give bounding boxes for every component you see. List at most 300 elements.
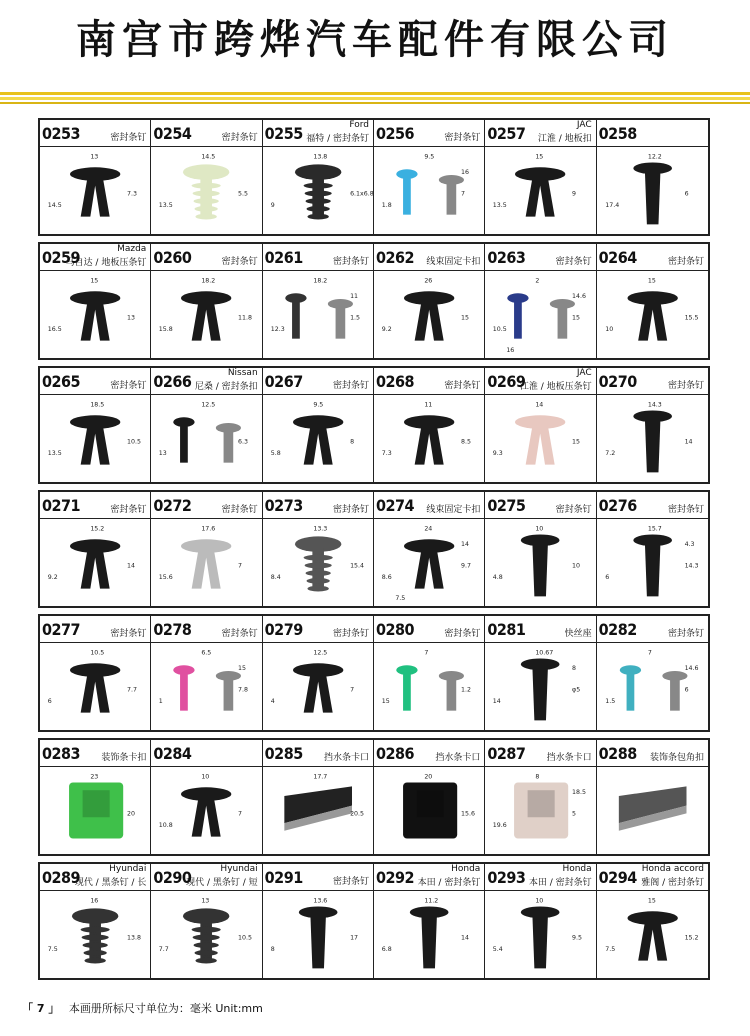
product-cell[interactable] (485, 864, 596, 978)
product-header (374, 864, 484, 891)
dimension-label: 9.5 (424, 153, 435, 161)
product-brand: Honda (451, 864, 481, 874)
product-cell[interactable] (263, 120, 374, 234)
dimension-label: 7.7 (127, 686, 138, 694)
product-cell[interactable] (40, 740, 151, 854)
product-image (40, 643, 150, 730)
product-cell[interactable] (151, 120, 262, 234)
product-header (151, 244, 261, 271)
product-cell[interactable] (40, 244, 151, 358)
dimension-label: 15.8 (159, 325, 174, 333)
product-image (151, 643, 261, 730)
product-code: 0273 (264, 496, 303, 515)
dimension-label: 18.2 (312, 277, 327, 285)
product-label: 线束固定卡扣 (426, 257, 481, 267)
product-cell[interactable] (263, 616, 374, 730)
dimension-label: 13.5 (47, 449, 62, 457)
product-image (597, 147, 708, 234)
product-cell[interactable] (151, 244, 262, 358)
product-label: 密封条钉 (110, 629, 147, 639)
catalog-row (38, 862, 710, 980)
product-code: 0287 (487, 744, 526, 763)
product-cell[interactable] (597, 864, 708, 978)
product-label: 装饰条卡扣 (101, 753, 147, 763)
dimension-label: 11.8 (238, 314, 253, 322)
product-header (374, 120, 484, 147)
product-label: 密封条钉 (667, 629, 704, 639)
dimension-label: 6 (684, 190, 689, 198)
dimension-label: 14.3 (684, 562, 699, 570)
dimension-label: 14.3 (647, 401, 662, 409)
product-image (597, 891, 708, 978)
product-cell[interactable] (40, 120, 151, 234)
dimension-label: 1.5 (604, 697, 615, 705)
product-label: 密封条钉 (221, 257, 258, 267)
product-image (597, 643, 708, 730)
dimension-label: 14.6 (684, 665, 699, 673)
product-image (374, 271, 484, 358)
product-cell[interactable] (374, 740, 485, 854)
product-code: 0293 (487, 868, 526, 887)
dimension-label: 5 (572, 810, 577, 818)
product-code: 0256 (376, 124, 415, 143)
product-label: 密封条钉 (221, 505, 258, 515)
product-code: 0272 (153, 496, 192, 515)
product-header (40, 492, 150, 519)
product-header (597, 616, 708, 643)
product-cell[interactable] (374, 244, 485, 358)
product-header (40, 864, 150, 891)
dimension-label: 20 (127, 810, 136, 818)
dimension-label: 7.5 (604, 945, 615, 953)
product-image (485, 395, 595, 482)
product-code: 0289 (42, 868, 81, 887)
dimension-label: φ5 (572, 686, 581, 694)
product-cell[interactable] (263, 368, 374, 482)
product-code: 0265 (42, 372, 81, 391)
product-code: 0285 (264, 744, 303, 763)
dimension-label: 13.5 (159, 201, 174, 209)
dimension-label: 14 (127, 562, 136, 570)
dimension-label: 9.2 (47, 573, 58, 581)
dimension-label: 8 (535, 773, 540, 781)
product-image (151, 147, 261, 234)
product-label: 密封条钉 (555, 505, 592, 515)
company-title: 南宫市跨烨汽车配件有限公司 (76, 16, 674, 63)
product-cell[interactable] (485, 492, 596, 606)
dimension-label: 5.5 (238, 190, 249, 198)
product-image (597, 271, 708, 358)
product-cell[interactable] (151, 616, 262, 730)
dimension-label: 10.67 (535, 649, 554, 657)
product-cell[interactable] (597, 368, 708, 482)
dimension-label: 7.8 (238, 686, 249, 694)
dimension-label: 13.8 (127, 934, 142, 942)
product-brand: Ford (349, 120, 369, 130)
page-number: 「 7 」 (22, 1002, 60, 1015)
dimension-label: 7 (238, 810, 243, 818)
product-header (485, 244, 595, 271)
product-code: 0290 (153, 868, 192, 887)
product-label: 密封条钉 (110, 505, 147, 515)
dimension-label: 15.2 (684, 934, 699, 942)
product-code: 0262 (376, 248, 415, 267)
product-header (263, 492, 373, 519)
dimension-label: 11 (424, 401, 433, 409)
dimension-label: 6.1x6.8 (349, 190, 373, 198)
product-code: 0254 (153, 124, 192, 143)
dimension-label: 13.8 (312, 153, 327, 161)
product-header (151, 740, 261, 767)
product-image (597, 767, 708, 854)
product-code: 0275 (487, 496, 526, 515)
product-label: 密封条钉 (555, 257, 592, 267)
dimension-label: 10.5 (90, 649, 105, 657)
product-code: 0283 (42, 744, 81, 763)
product-cell[interactable] (263, 244, 374, 358)
product-cell[interactable] (597, 740, 708, 854)
product-header (151, 120, 261, 147)
dimension-label: 10 (535, 525, 544, 533)
dimension-label: 23 (90, 773, 99, 781)
product-code: 0264 (598, 248, 637, 267)
product-image (485, 519, 595, 606)
product-cell[interactable] (485, 120, 596, 234)
product-cell[interactable] (151, 368, 262, 482)
dimension-label: 17.4 (604, 201, 619, 209)
dimension-label: 8.4 (270, 573, 281, 581)
product-header (597, 864, 708, 891)
product-cell[interactable] (151, 864, 262, 978)
product-code: 0266 (153, 372, 192, 391)
product-header (40, 740, 150, 767)
product-image (263, 271, 373, 358)
dimension-label: 14.5 (201, 153, 216, 161)
product-code: 0267 (264, 372, 303, 391)
product-label: 本田 / 密封条钉 (528, 878, 592, 888)
dimension-label: 14 (493, 697, 502, 705)
product-cell[interactable] (151, 740, 262, 854)
product-brand: Honda accord (641, 864, 704, 874)
dimension-label: 11.2 (424, 897, 439, 905)
dimension-label: 18.2 (201, 277, 216, 285)
product-header (151, 368, 261, 395)
dimension-label: 5.8 (270, 449, 281, 457)
catalog-row (38, 118, 710, 236)
product-image (151, 519, 261, 606)
dimension-label: 12.5 (312, 649, 327, 657)
dimension-label: 13.6 (312, 897, 327, 905)
dimension-label: 8.5 (461, 438, 472, 446)
dimension-label: 9.7 (461, 562, 472, 570)
dimension-label: 15.4 (349, 562, 364, 570)
product-image (40, 891, 150, 978)
dimension-label: 7.7 (159, 945, 170, 953)
product-code: 0278 (153, 620, 192, 639)
dimension-label: 1.5 (349, 314, 360, 322)
product-header (263, 616, 373, 643)
product-cell[interactable] (374, 616, 485, 730)
dimension-label: 15.6 (461, 810, 476, 818)
dimension-label: 1.2 (461, 686, 472, 694)
dimension-label: 17 (349, 934, 358, 942)
dimension-label: 9.5 (312, 401, 323, 409)
product-code: 0261 (264, 248, 303, 267)
product-label: 线束固定卡扣 (426, 505, 481, 515)
dimension-label: 15.5 (684, 314, 699, 322)
dimension-label: 7.3 (127, 190, 138, 198)
product-image (263, 767, 373, 854)
product-code: 0281 (487, 620, 526, 639)
catalog-row (38, 366, 710, 484)
product-header (597, 244, 708, 271)
product-code: 0257 (487, 124, 526, 143)
product-label: 密封条钉 (444, 381, 481, 391)
dimension-label: 10.8 (159, 821, 174, 829)
product-cell[interactable] (40, 616, 151, 730)
product-code: 0277 (42, 620, 81, 639)
product-code: 0292 (376, 868, 415, 887)
dimension-label: 15 (461, 314, 470, 322)
dimension-label: 15 (572, 314, 581, 322)
product-header (597, 120, 708, 147)
product-code: 0253 (42, 124, 81, 143)
product-cell[interactable] (374, 492, 485, 606)
dimension-label: 13 (90, 153, 99, 161)
dimension-label: 10 (572, 562, 581, 570)
product-image (40, 767, 150, 854)
dimension-label: 7 (424, 649, 429, 657)
product-label: 雅阁 / 密封条钉 (641, 878, 704, 888)
product-header (485, 740, 595, 767)
product-cell[interactable] (485, 616, 596, 730)
product-label: 挡水条卡口 (546, 753, 592, 763)
product-label: 福特 / 密封条钉 (306, 134, 369, 144)
product-label: 密封条钉 (110, 133, 147, 143)
product-header (151, 864, 261, 891)
product-label: 密封条钉 (221, 629, 258, 639)
product-image (485, 643, 595, 730)
product-image (151, 271, 261, 358)
product-header (374, 492, 484, 519)
product-header (485, 368, 595, 395)
product-brand: Hyundai (109, 864, 147, 874)
product-image (263, 643, 373, 730)
product-image (374, 891, 484, 978)
product-cell[interactable] (597, 616, 708, 730)
product-header (597, 368, 708, 395)
dimension-label: 8 (349, 438, 354, 446)
dimension-label: 14 (684, 438, 693, 446)
dimension-label: 12.2 (647, 153, 662, 161)
product-code: 0271 (42, 496, 81, 515)
dimension-label: 8.6 (381, 573, 392, 581)
dimension-label: 15 (90, 277, 99, 285)
product-code: 0263 (487, 248, 526, 267)
dimension-label: 10.5 (493, 325, 508, 333)
dimension-label: 7 (647, 649, 652, 657)
product-cell[interactable] (597, 244, 708, 358)
product-label: 密封条钉 (444, 629, 481, 639)
product-cell[interactable] (597, 120, 708, 234)
dimension-label: 14 (461, 541, 470, 549)
product-image (485, 767, 595, 854)
dimension-label: 10 (604, 325, 613, 333)
dimension-label: 16 (90, 897, 99, 905)
product-label: 尼桑 / 密封条扣 (194, 382, 258, 392)
product-header (151, 616, 261, 643)
product-brand: Honda (562, 864, 592, 874)
product-image (40, 271, 150, 358)
dimension-label: 9.5 (572, 934, 583, 942)
dimension-label: 14 (535, 401, 544, 409)
dimension-label: 9.3 (493, 449, 504, 457)
dimension-label: 20 (424, 773, 433, 781)
product-header (263, 368, 373, 395)
product-label: 密封条钉 (332, 877, 369, 887)
dimension-label: 6 (604, 573, 609, 581)
product-image (374, 643, 484, 730)
product-label: 现代 / 黑条钉 / 长 (74, 878, 147, 888)
product-header (374, 244, 484, 271)
product-code: 0280 (376, 620, 415, 639)
product-label: 装饰条包角扣 (649, 753, 704, 763)
product-image (485, 271, 595, 358)
product-cell[interactable] (40, 492, 151, 606)
product-header (374, 740, 484, 767)
product-header (597, 492, 708, 519)
dimension-label: 16.5 (47, 325, 62, 333)
product-label: 密封条钉 (444, 133, 481, 143)
product-cell[interactable] (263, 864, 374, 978)
product-label: 挡水条卡口 (323, 753, 369, 763)
product-brand: Hyundai (220, 864, 258, 874)
product-code: 0294 (598, 868, 637, 887)
product-cell[interactable] (485, 244, 596, 358)
product-cell[interactable] (597, 492, 708, 606)
product-image (374, 767, 484, 854)
product-cell[interactable] (263, 492, 374, 606)
dimension-label: 10 (201, 773, 210, 781)
dimension-label: 7.5 (395, 595, 406, 603)
product-image (374, 519, 484, 606)
product-label: 马自达 / 地板压条钉 (65, 258, 147, 268)
product-header (40, 616, 150, 643)
product-code: 0288 (598, 744, 637, 763)
product-cell[interactable] (485, 368, 596, 482)
product-label: 江淮 / 地板压条钉 (519, 382, 592, 392)
catalog-row (38, 738, 710, 856)
header-stripe (0, 92, 750, 95)
dimension-label: 18.5 (90, 401, 105, 409)
dimension-label: 12.5 (201, 401, 216, 409)
dimension-label: 1 (159, 697, 164, 705)
product-header (485, 616, 595, 643)
product-brand: Nissan (227, 368, 258, 378)
product-cell[interactable] (151, 492, 262, 606)
dimension-label: 7.2 (604, 449, 615, 457)
dimension-label: 26 (424, 277, 433, 285)
dimension-label: 13 (201, 897, 210, 905)
product-label: 密封条钉 (221, 133, 258, 143)
page-footer (22, 1000, 263, 1016)
dimension-label: 15 (647, 277, 656, 285)
product-label: 密封条钉 (667, 381, 704, 391)
product-code: 0279 (264, 620, 303, 639)
dimension-label: 15 (535, 153, 544, 161)
product-label: 密封条钉 (332, 257, 369, 267)
product-header (485, 864, 595, 891)
product-image (40, 147, 150, 234)
product-code: 0286 (376, 744, 415, 763)
product-label: 密封条钉 (110, 381, 147, 391)
dimension-label: 4.8 (493, 573, 504, 581)
dimension-label: 7 (238, 562, 243, 570)
product-brand: Mazda (117, 244, 147, 254)
product-brand: JAC (576, 120, 592, 130)
product-code: 0258 (598, 124, 637, 143)
dimension-label: 14.6 (572, 293, 587, 301)
product-header (263, 244, 373, 271)
dimension-label: 15 (381, 697, 390, 705)
dimension-label: 16 (461, 169, 470, 177)
product-code: 0260 (153, 248, 192, 267)
product-label: 快丝座 (564, 629, 592, 639)
catalog-row (38, 490, 710, 608)
product-code: 0269 (487, 372, 526, 391)
product-image (485, 891, 595, 978)
dimension-label: 13.5 (493, 201, 508, 209)
product-header (263, 864, 373, 891)
product-cell[interactable] (40, 864, 151, 978)
dimension-label: 15.6 (159, 573, 174, 581)
product-image (597, 395, 708, 482)
product-code: 0291 (264, 868, 303, 887)
dimension-label: 9 (270, 201, 275, 209)
dimension-label: 24 (424, 525, 433, 533)
product-code: 0255 (264, 124, 303, 143)
product-code: 0270 (598, 372, 637, 391)
product-cell[interactable] (485, 740, 596, 854)
product-cell[interactable] (374, 368, 485, 482)
product-label: 密封条钉 (667, 505, 704, 515)
product-cell[interactable] (263, 740, 374, 854)
dimension-label: 8 (572, 665, 577, 673)
product-code: 0282 (598, 620, 637, 639)
dimension-label: 17.6 (201, 525, 216, 533)
product-cell[interactable] (374, 864, 485, 978)
dimension-label: 15.2 (90, 525, 105, 533)
unit-note: 本画册所标尺寸单位为：毫米 Unit:mm (68, 1002, 263, 1015)
dimension-label: 7 (461, 190, 466, 198)
dimension-label: 7 (349, 686, 354, 694)
product-header (40, 368, 150, 395)
dimension-label: 6.8 (381, 945, 392, 953)
product-header (374, 616, 484, 643)
product-header (485, 120, 595, 147)
dimension-label: 6.5 (201, 649, 212, 657)
product-cell[interactable] (374, 120, 485, 234)
product-header (597, 740, 708, 767)
product-image (151, 395, 261, 482)
dimension-label: 15.7 (647, 525, 662, 533)
product-code: 0268 (376, 372, 415, 391)
product-cell[interactable] (40, 368, 151, 482)
header-stripe (0, 102, 750, 104)
product-image (263, 519, 373, 606)
product-image (151, 767, 261, 854)
product-label: 密封条钉 (332, 505, 369, 515)
